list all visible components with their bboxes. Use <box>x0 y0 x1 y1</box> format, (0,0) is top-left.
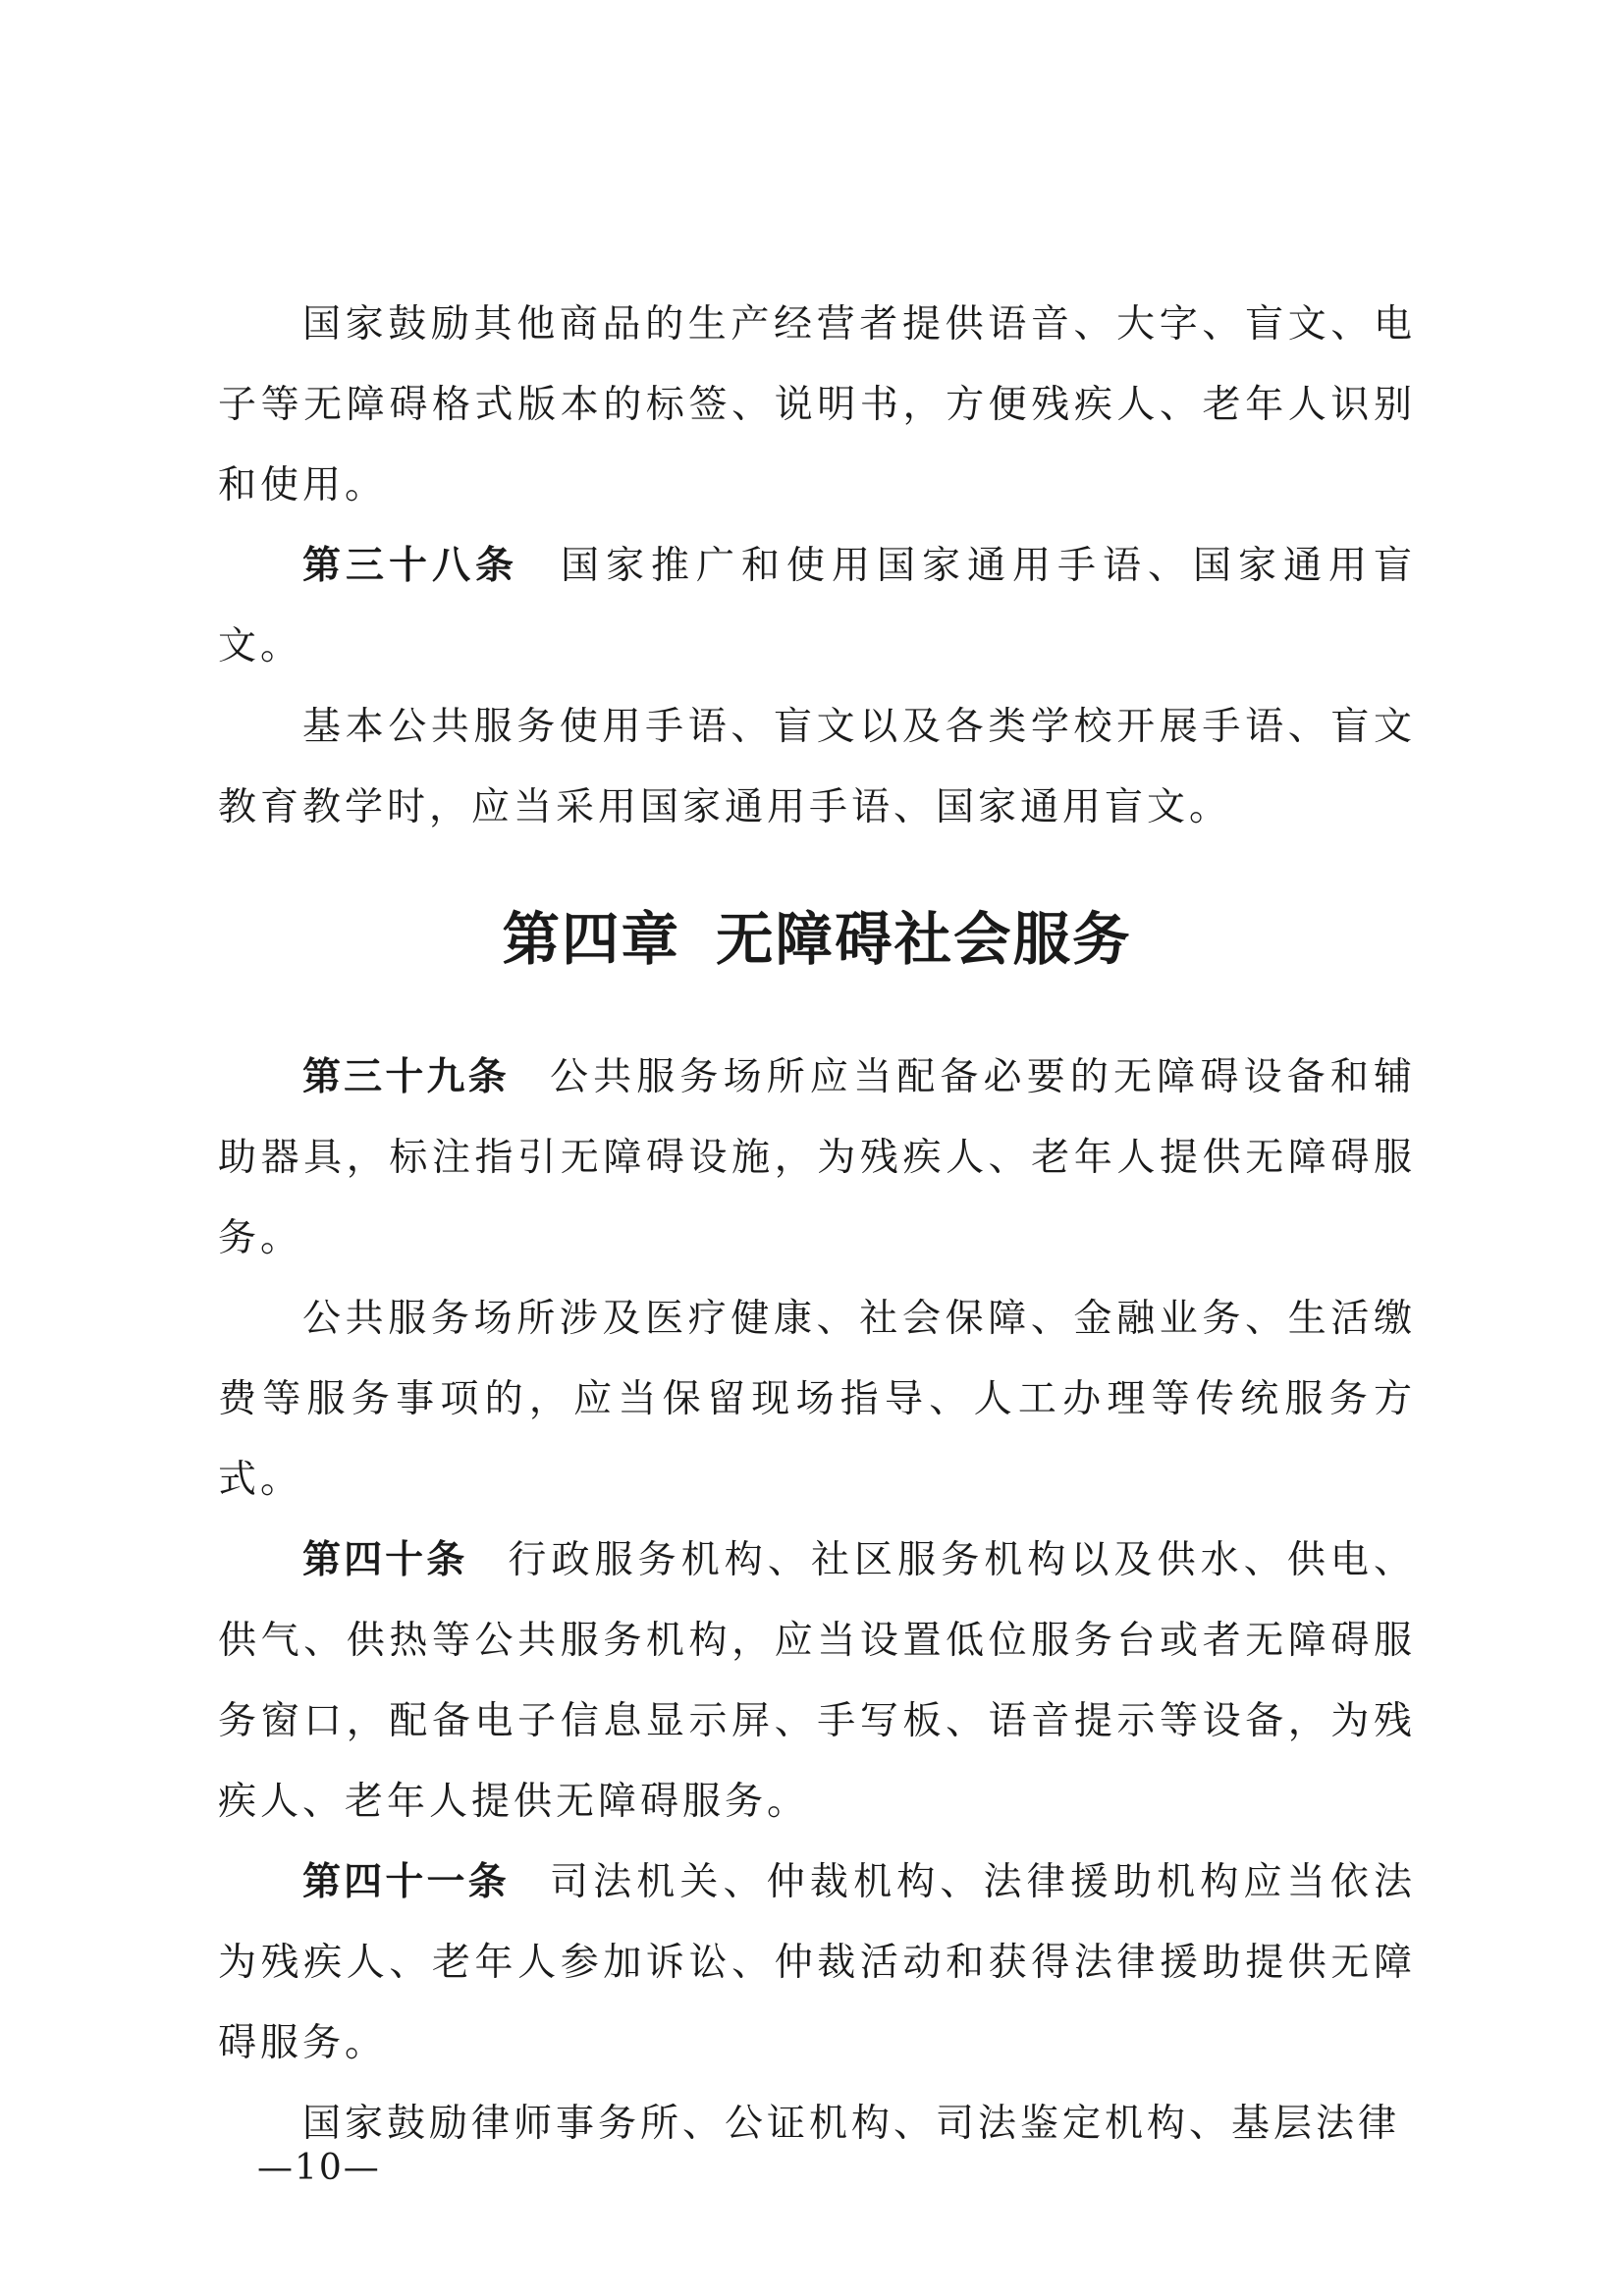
article-label: 第四十一条 <box>302 1860 510 1904</box>
paragraph-text: 行政服务机构、社区服务机构以及供水、供电、供气、供热等公共服务机构，应当设置低位服务台或者无障碍服务窗口，配备电子信息显示屏、手写板、语音提示等设备，为残疾人、老年人提供无障碍服务。 <box>218 1538 1416 1824</box>
paragraph-text: 公共服务场所应当配备必要的无障碍设备和辅助器具，标注指引无障碍设施，为残疾人、老年人提供无障碍服务。 <box>218 1055 1416 1260</box>
paragraph-text: 司法机关、仲裁机构、法律援助机构应当依法为残疾人、老年人参加诉讼、仲裁活动和获得法律援助提供无障碍服务。 <box>218 1860 1416 2065</box>
paragraph-other-goods <box>218 285 1416 526</box>
paragraph-law-firms <box>218 2084 1416 2164</box>
chapter-number: 第四章 <box>502 906 680 973</box>
paragraph-text: 国家鼓励律师事务所、公证机构、司法鉴定机构、基层法律 <box>302 2102 1401 2146</box>
paragraph-public-service-places <box>218 1279 1416 1521</box>
article-label: 第三十八条 <box>302 544 518 588</box>
article-38 <box>218 526 1416 687</box>
chapter-heading <box>218 848 1416 1005</box>
article-41 <box>218 1842 1416 2084</box>
article-label: 第三十九条 <box>302 1055 510 1099</box>
article-39 <box>218 1038 1416 1279</box>
paragraph-sign-language-braille <box>218 687 1416 848</box>
article-40 <box>218 1521 1416 1842</box>
paragraph-text: 公共服务场所涉及医疗健康、社会保障、金融业务、生活缴费等服务事项的，应当保留现场指导、人工办理等传统服务方式。 <box>218 1297 1416 1502</box>
chapter-title: 无障碍社会服务 <box>716 906 1132 973</box>
document-body <box>218 285 1416 2164</box>
page-number: —10— <box>257 2148 381 2188</box>
paragraph-text: 基本公共服务使用手语、盲文以及各类学校开展手语、盲文教育教学时，应当采用国家通用手语、国家通用盲文。 <box>218 705 1416 829</box>
article-label: 第四十条 <box>302 1538 468 1582</box>
paragraph-text: 国家鼓励其他商品的生产经营者提供语音、大字、盲文、电子等无障碍格式版本的标签、说明书，方便残疾人、老年人识别和使用。 <box>218 302 1416 507</box>
paragraph-text: 国家推广和使用国家通用手语、国家通用盲文。 <box>218 544 1416 668</box>
